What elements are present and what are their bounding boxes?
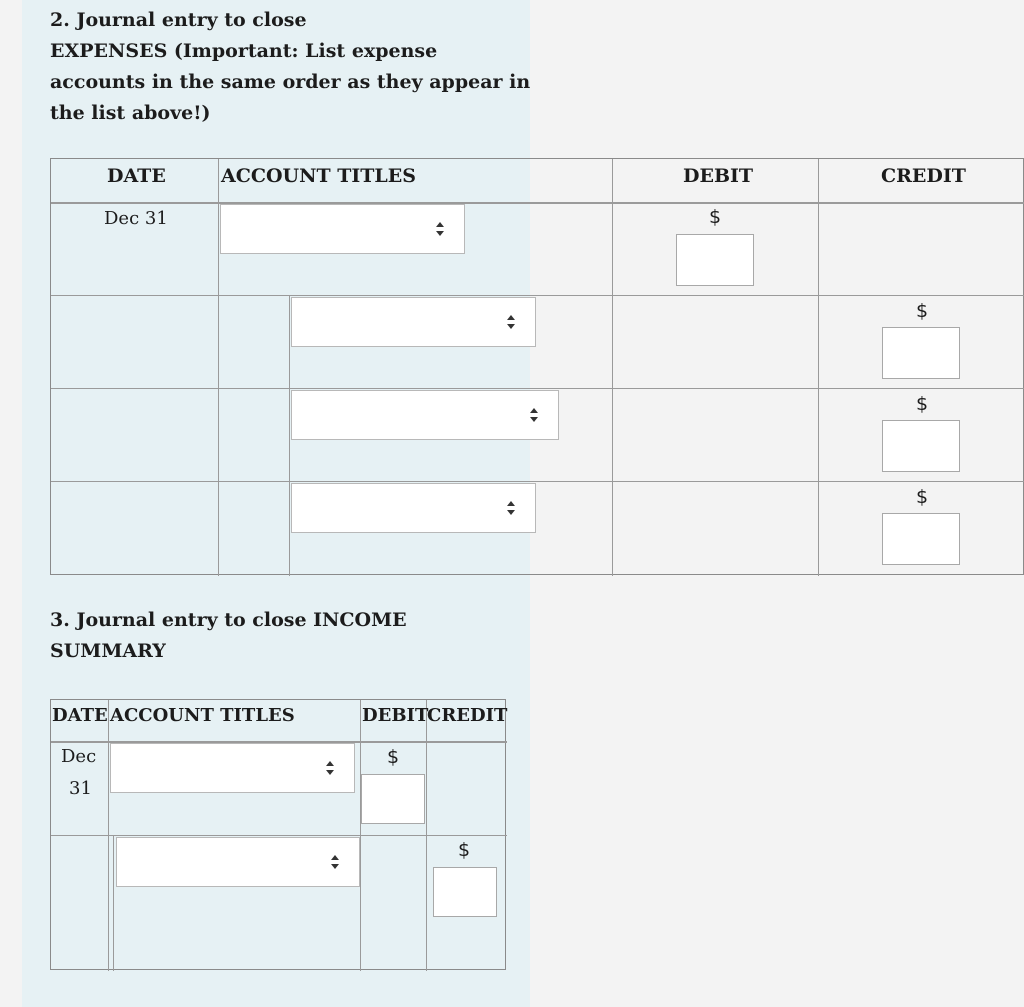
- debit-amount-input[interactable]: [676, 234, 754, 286]
- select-arrows-icon: [326, 761, 334, 775]
- credit-amount-input[interactable]: [882, 420, 960, 472]
- select-arrows-icon: [436, 222, 444, 236]
- header-debit: DEBIT: [362, 705, 429, 726]
- account-title-select[interactable]: [220, 204, 465, 254]
- credit-dollar-sign: $: [916, 300, 929, 322]
- account-title-select[interactable]: [291, 483, 536, 533]
- select-arrows-icon: [530, 408, 538, 422]
- section3-heading: [50, 605, 407, 667]
- debit-amount-input[interactable]: [361, 774, 425, 824]
- header-credit: CREDIT: [427, 705, 508, 726]
- select-arrows-icon: [331, 855, 339, 869]
- header-date: DATE: [107, 165, 166, 187]
- header-debit: DEBIT: [683, 165, 754, 187]
- header-account-titles: ACCOUNT TITLES: [110, 705, 295, 726]
- section3-heading-line: 3. Journal entry to close INCOME: [50, 609, 407, 631]
- income-summary-journal-table: [50, 699, 506, 970]
- section2-heading-line: accounts in the same order as they appear in: [50, 71, 531, 93]
- credit-amount-input[interactable]: [433, 867, 497, 917]
- debit-dollar-sign: $: [709, 206, 722, 228]
- row-date: Dec 31: [104, 208, 168, 229]
- credit-amount-input[interactable]: [882, 327, 960, 379]
- header-credit: CREDIT: [881, 165, 966, 187]
- header-date: DATE: [52, 705, 108, 726]
- section2-heading: [50, 5, 530, 129]
- section3-heading-line: SUMMARY: [50, 640, 166, 662]
- credit-amount-input[interactable]: [882, 513, 960, 565]
- account-title-select[interactable]: [291, 390, 559, 440]
- credit-dollar-sign: $: [916, 393, 929, 415]
- row-date-month: Dec: [61, 746, 97, 767]
- expenses-journal-table: [50, 158, 1024, 575]
- credit-dollar-sign: $: [916, 486, 929, 508]
- section2-heading-line: EXPENSES (Important: List expense: [50, 40, 438, 62]
- account-title-select[interactable]: [291, 297, 536, 347]
- debit-dollar-sign: $: [387, 746, 400, 768]
- row-date-day: 31: [69, 778, 92, 799]
- section2-heading-line: 2. Journal entry to close: [50, 9, 307, 31]
- account-title-select[interactable]: [110, 743, 355, 793]
- select-arrows-icon: [507, 501, 515, 515]
- header-account-titles: ACCOUNT TITLES: [221, 165, 416, 187]
- section2-heading-line: the list above!): [50, 102, 211, 124]
- account-title-select[interactable]: [116, 837, 360, 887]
- select-arrows-icon: [507, 315, 515, 329]
- credit-dollar-sign: $: [458, 839, 471, 861]
